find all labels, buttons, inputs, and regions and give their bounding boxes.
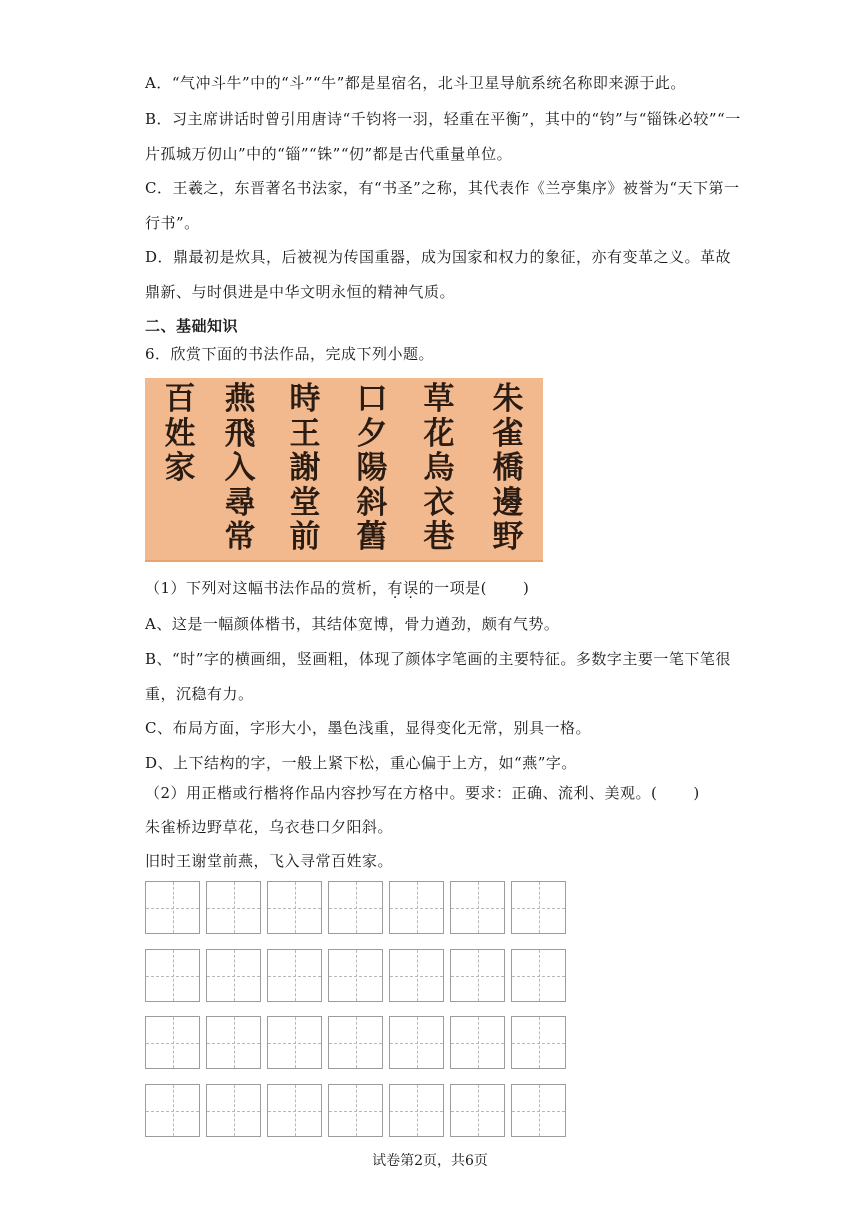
writing-cell[interactable] bbox=[450, 881, 505, 934]
writing-cell[interactable] bbox=[267, 1084, 322, 1137]
option-d-line1: D．鼎最初是炊具，后被视为传国重器，成为国家和权力的象征，亦有变革之义。革故 bbox=[145, 248, 732, 266]
calligraphy-character: 朱 bbox=[492, 381, 524, 417]
sub1-text: （1）下列对这幅书法作品的赏析， bbox=[145, 579, 388, 597]
calligraphy-column bbox=[211, 382, 269, 555]
writing-cell[interactable] bbox=[389, 949, 444, 1002]
writing-cell[interactable] bbox=[328, 881, 383, 934]
sub1-option-b-line1: B、“时”字的横画细，竖画粗，体现了颜体字笔画的主要特征。多数字主要一笔下笔很 bbox=[145, 650, 731, 668]
sub1-option-a: A、这是一幅颜体楷书，其结体宽博，骨力遒劲，颇有气势。 bbox=[145, 615, 560, 633]
sub1-option-d: D、上下结构的字，一般上紧下松，重心偏于上方，如“燕”字。 bbox=[145, 754, 577, 772]
option-b-line2: 片孤城万仞山”中的“锱”“铢”“仞”都是古代重量单位。 bbox=[145, 145, 513, 163]
writing-cell[interactable] bbox=[206, 1084, 261, 1137]
calligraphy-column bbox=[479, 382, 537, 555]
calligraphy-column bbox=[410, 382, 468, 555]
calligraphy-character: 衣 bbox=[423, 484, 455, 521]
writing-cell[interactable] bbox=[511, 1016, 566, 1069]
option-d-line2: 鼎新、与时俱进是中华文明永恒的精神气质。 bbox=[145, 283, 456, 301]
calligraphy-character: 前 bbox=[289, 519, 321, 555]
writing-cell[interactable] bbox=[206, 881, 261, 934]
calligraphy-character: 口 bbox=[356, 381, 388, 417]
calligraphy-column bbox=[343, 382, 401, 555]
option-b-line1: B．习主席讲话时曾引用唐诗“千钧将一羽，轻重在平衡”，其中的“钧”与“锱铢必较”“一 bbox=[145, 110, 741, 128]
writing-cell[interactable] bbox=[267, 881, 322, 934]
calligraphy-character: 燕 bbox=[224, 381, 256, 417]
sub-question-2 bbox=[145, 783, 700, 803]
writing-cell[interactable] bbox=[206, 949, 261, 1002]
calligraphy-character: 尋 bbox=[224, 484, 256, 521]
page-footer: 试卷第2页，共6页 bbox=[372, 1153, 488, 1169]
calligraphy-character: 常 bbox=[224, 519, 256, 555]
writing-cell[interactable] bbox=[328, 1084, 383, 1137]
calligraphy-character: 舊 bbox=[356, 519, 388, 555]
calligraphy-character: 夕 bbox=[356, 415, 388, 452]
sub1-emphasis: 有 bbox=[387, 579, 404, 597]
question-6-stem: 6．欣赏下面的书法作品，完成下列小题。 bbox=[145, 345, 435, 363]
writing-cell[interactable] bbox=[450, 1016, 505, 1069]
writing-cell[interactable] bbox=[511, 949, 566, 1002]
writing-cell[interactable] bbox=[389, 881, 444, 934]
calligraphy-column bbox=[276, 382, 334, 555]
writing-cell[interactable] bbox=[511, 1084, 566, 1137]
writing-cell[interactable] bbox=[145, 949, 200, 1002]
calligraphy-character: 時 bbox=[289, 381, 321, 417]
calligraphy-character: 橋 bbox=[492, 450, 524, 486]
grid-row bbox=[145, 1016, 566, 1069]
grid-row bbox=[145, 1084, 566, 1137]
calligraphy-character: 百 bbox=[164, 381, 196, 417]
poem-line-2: 旧时王谢堂前燕，飞入寻常百姓家。 bbox=[145, 852, 394, 870]
writing-cell[interactable] bbox=[267, 1016, 322, 1069]
writing-cell[interactable] bbox=[267, 949, 322, 1002]
calligraphy-character: 雀 bbox=[492, 415, 524, 452]
calligraphy-image bbox=[145, 378, 543, 562]
writing-cell[interactable] bbox=[328, 1016, 383, 1069]
writing-cell[interactable] bbox=[206, 1016, 261, 1069]
calligraphy-character: 陽 bbox=[356, 450, 388, 486]
option-c-line2: 行书”。 bbox=[145, 214, 200, 232]
calligraphy-column bbox=[151, 382, 209, 486]
writing-cell[interactable] bbox=[511, 881, 566, 934]
grid-row bbox=[145, 881, 566, 934]
sub1-emphasis: 误 bbox=[403, 579, 419, 597]
writing-cell[interactable] bbox=[145, 1016, 200, 1069]
writing-cell[interactable] bbox=[450, 1084, 505, 1137]
writing-cell[interactable] bbox=[145, 1084, 200, 1137]
calligraphy-character: 謝 bbox=[289, 450, 321, 486]
calligraphy-character: 王 bbox=[289, 415, 321, 452]
calligraphy-character: 烏 bbox=[423, 450, 455, 486]
grid-row bbox=[145, 949, 566, 1002]
calligraphy-character: 邊 bbox=[492, 484, 524, 521]
calligraphy-character: 堂 bbox=[289, 484, 321, 521]
calligraphy-character: 花 bbox=[423, 415, 455, 452]
sub1-text-end: 的一项是( bbox=[418, 579, 487, 597]
section-heading: 二、基础知识 bbox=[145, 317, 239, 335]
writing-cell[interactable] bbox=[145, 881, 200, 934]
calligraphy-character: 斜 bbox=[356, 484, 388, 521]
sub2-close: ) bbox=[693, 784, 700, 802]
calligraphy-character: 家 bbox=[164, 450, 196, 486]
option-a: A．“气冲斗牛”中的“斗”“牛”都是星宿名，北斗卫星导航系统名称即来源于此。 bbox=[145, 74, 686, 92]
sub2-text: （2）用正楷或行楷将作品内容抄写在方格中。要求：正确、流利、美观。( bbox=[145, 784, 658, 802]
calligraphy-character: 野 bbox=[492, 519, 524, 555]
writing-cell[interactable] bbox=[389, 1016, 444, 1069]
calligraphy-character: 草 bbox=[423, 381, 455, 417]
calligraphy-character: 姓 bbox=[164, 415, 196, 452]
calligraphy-character: 入 bbox=[224, 450, 256, 486]
sub-question-1 bbox=[145, 578, 529, 598]
writing-cell[interactable] bbox=[328, 949, 383, 1002]
sub1-option-b-line2: 重，沉稳有力。 bbox=[145, 685, 254, 703]
sub1-option-c: C、布局方面，字形大小，墨色浅重，显得变化无常，别具一格。 bbox=[145, 719, 591, 737]
calligraphy-character: 巷 bbox=[423, 519, 455, 555]
poem-line-1: 朱雀桥边野草花，乌衣巷口夕阳斜。 bbox=[145, 818, 394, 836]
sub1-close: ) bbox=[522, 579, 530, 597]
writing-cell[interactable] bbox=[450, 949, 505, 1002]
writing-cell[interactable] bbox=[389, 1084, 444, 1137]
option-c-line1: C．王羲之，东晋著名书法家，有“书圣”之称，其代表作《兰亭集序》被誉为“天下第一 bbox=[145, 179, 740, 197]
calligraphy-character: 飛 bbox=[224, 415, 256, 452]
